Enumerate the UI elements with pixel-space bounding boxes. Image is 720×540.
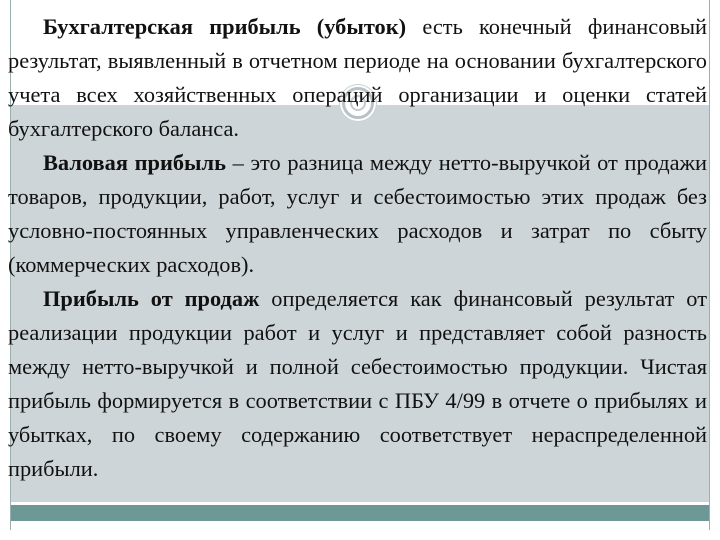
paragraph-accounting-profit	[8, 10, 707, 146]
paragraph-gross-profit	[8, 146, 707, 282]
definition-gross-profit: – это разница между нетто-выручкой от продажи товаров, продукции, работ, услуг и себестоимостью этих продаж без условно-постоянных управленческих расходов и затрат по сбыту (коммерческих расходов).	[8, 150, 707, 277]
slide-text-body	[8, 10, 707, 486]
term-gross-profit: Валовая прибыль	[43, 150, 226, 175]
term-sales-profit: Прибыль от продаж	[43, 286, 260, 311]
slide-bottom-accent-bar	[11, 505, 709, 521]
term-accounting-profit: Бухгалтерская прибыль (убыток)	[43, 14, 407, 39]
definition-accounting-profit: есть конечный финансовый результат, выявленный в отчетном периоде на основании бухгалтерского учета всех хозяйственных операций организации и оценки статей бухгалтерского баланса.	[8, 14, 707, 141]
definition-sales-profit: определяется как финансовый результат от реализации продукции работ и услуг и представляет собой разность между нетто-выручкой и полной себестоимостью продукции. Чистая прибыль формируется в соответствии с ПБУ 4/99 в отчете о прибылях и убытках, по своему содержанию соответствует нераспределенной прибыли.	[8, 286, 707, 481]
paragraph-sales-profit	[8, 282, 707, 486]
